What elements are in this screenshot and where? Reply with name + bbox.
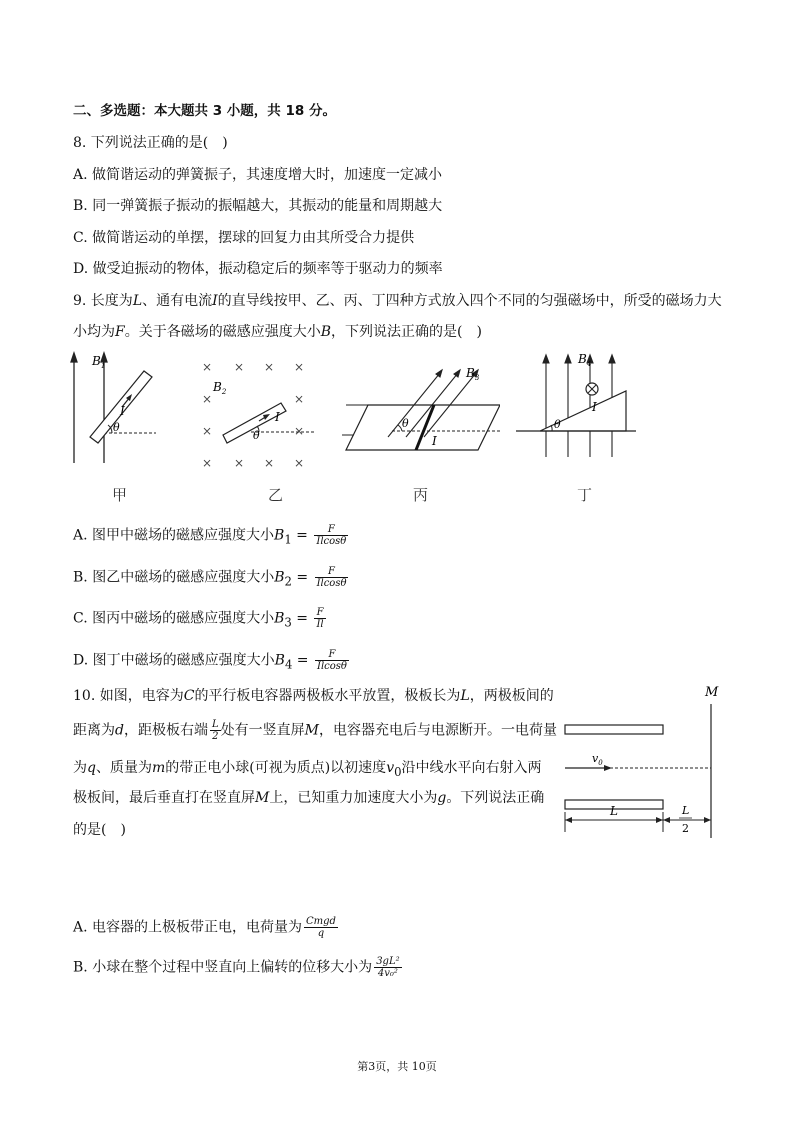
q10-option-a: A. 电容器的上极板带正电，电荷量为 $\frac{\text{Cmgd}}{q}$ xyxy=(73,916,336,939)
figure-jia xyxy=(60,345,170,470)
figure-jia-theta: θ xyxy=(113,421,120,434)
figure-q10-half-num: L xyxy=(682,804,690,817)
cross-mark: × xyxy=(201,360,213,374)
figure-bing xyxy=(340,355,500,455)
q9-option-c: C. 图丙中磁场的磁感应强度大小$B_3$ = $\frac{F}{Il}$ xyxy=(73,607,324,630)
cross-mark: × xyxy=(233,360,245,374)
figure-jia-i: I xyxy=(120,404,125,418)
page-footer: 第3页，共 10页 xyxy=(357,1060,437,1073)
q10-line3: 为q、质量为m的带正电小球(可视为质点)以初速度$v_0$沿中线水平向右射入两 xyxy=(73,760,542,779)
figure-ding-i: I xyxy=(592,400,597,414)
cross-mark: × xyxy=(263,360,275,374)
section-title: 二、多选题：本大题共 3 小题，共 18 分。 xyxy=(73,103,336,119)
figure-bing-theta: θ xyxy=(402,417,409,430)
figure-ding-label: 丁 xyxy=(577,486,593,504)
q10-line5: 的是( ) xyxy=(73,822,126,838)
figure-yi-i: I xyxy=(275,410,280,424)
q9-option-d: D. 图丁中磁场的磁感应强度大小$B_4$ = $\frac{F}{Ilcos\theta}$ xyxy=(73,649,347,672)
figure-yi-label: 乙 xyxy=(268,486,284,504)
figure-yi-theta: θ xyxy=(253,429,260,442)
figure-yi xyxy=(195,355,315,470)
cross-mark: × xyxy=(201,424,213,438)
cross-mark: × xyxy=(293,424,305,438)
figure-yi-b: $B_2$ xyxy=(213,380,227,396)
q10-line1: 10. 如图，电容为C的平行板电容器两极板水平放置，极板长为L，两极板间的 xyxy=(73,688,554,704)
cross-mark: × xyxy=(293,392,305,406)
figure-bing-i: I xyxy=(432,434,437,448)
figure-q10-v0: $v_0$ xyxy=(592,752,603,767)
figure-jia-label: 甲 xyxy=(112,486,128,504)
q8-stem: 8. 下列说法正确的是( ) xyxy=(73,135,228,151)
q9-option-a: A. 图甲中磁场的磁感应强度大小$B_1$ = $\frac{F}{Ilcos\theta}$ xyxy=(73,524,347,547)
figure-bing-b: $B_3$ xyxy=(466,366,480,382)
q10-line2: 距离为d，距极板右端 $\frac{L}{2}$ 处有一竖直屏M，电容器充电后与电源断开。一电荷量 xyxy=(73,719,557,742)
cross-mark: × xyxy=(201,456,213,470)
q8-option-b: B. 同一弹簧振子振动的振幅越大，其振动的能量和周期越大 xyxy=(73,198,443,214)
q8-option-a: A. 做简谐运动的弹簧振子，其速度增大时，加速度一定减小 xyxy=(73,167,443,183)
q8-option-d: D. 做受迫振动的物体，振动稳定后的频率等于驱动力的频率 xyxy=(73,261,443,277)
figure-q10-m: M xyxy=(705,685,719,700)
cross-mark: × xyxy=(293,456,305,470)
figure-q10-half-den: 2 xyxy=(682,822,689,835)
figure-jia-b: $B_1$ xyxy=(92,354,106,370)
cross-mark: × xyxy=(201,392,213,406)
q10-line4: 极板间，最后垂直打在竖直屏M上，已知重力加速度大小为g。下列说法正确 xyxy=(73,790,545,806)
figure-q10-l: L xyxy=(610,804,618,818)
figure-ding-b: $B_4$ xyxy=(578,352,592,368)
q9-option-b: B. 图乙中磁场的磁感应强度大小$B_2$ = $\frac{F}{Ilcos\theta}$ xyxy=(73,566,347,589)
cross-mark: × xyxy=(293,360,305,374)
q9-stem-line1: 9. 长度为L、通有电流I的直导线按甲、乙、丙、丁四种方式放入四个不同的匀强磁场中，所受的磁场力大 xyxy=(73,293,722,309)
q8-option-c: C. 做简谐运动的单摆，摆球的回复力由其所受合力提供 xyxy=(73,230,415,246)
figure-ding-theta: θ xyxy=(554,418,561,431)
figure-bing-label: 丙 xyxy=(413,486,429,504)
cross-mark: × xyxy=(263,456,275,470)
cross-mark: × xyxy=(233,456,245,470)
q10-option-b: B. 小球在整个过程中竖直向上偏转的位移大小为 $\frac{\text{3gL²}}{\text{4v₀²}}$ xyxy=(73,956,400,979)
figure-ding xyxy=(512,345,637,460)
figure-q10 xyxy=(560,680,730,840)
q9-stem-line2: 小均为F。关于各磁场的磁感应强度大小B，下列说法正确的是( ) xyxy=(73,324,482,340)
